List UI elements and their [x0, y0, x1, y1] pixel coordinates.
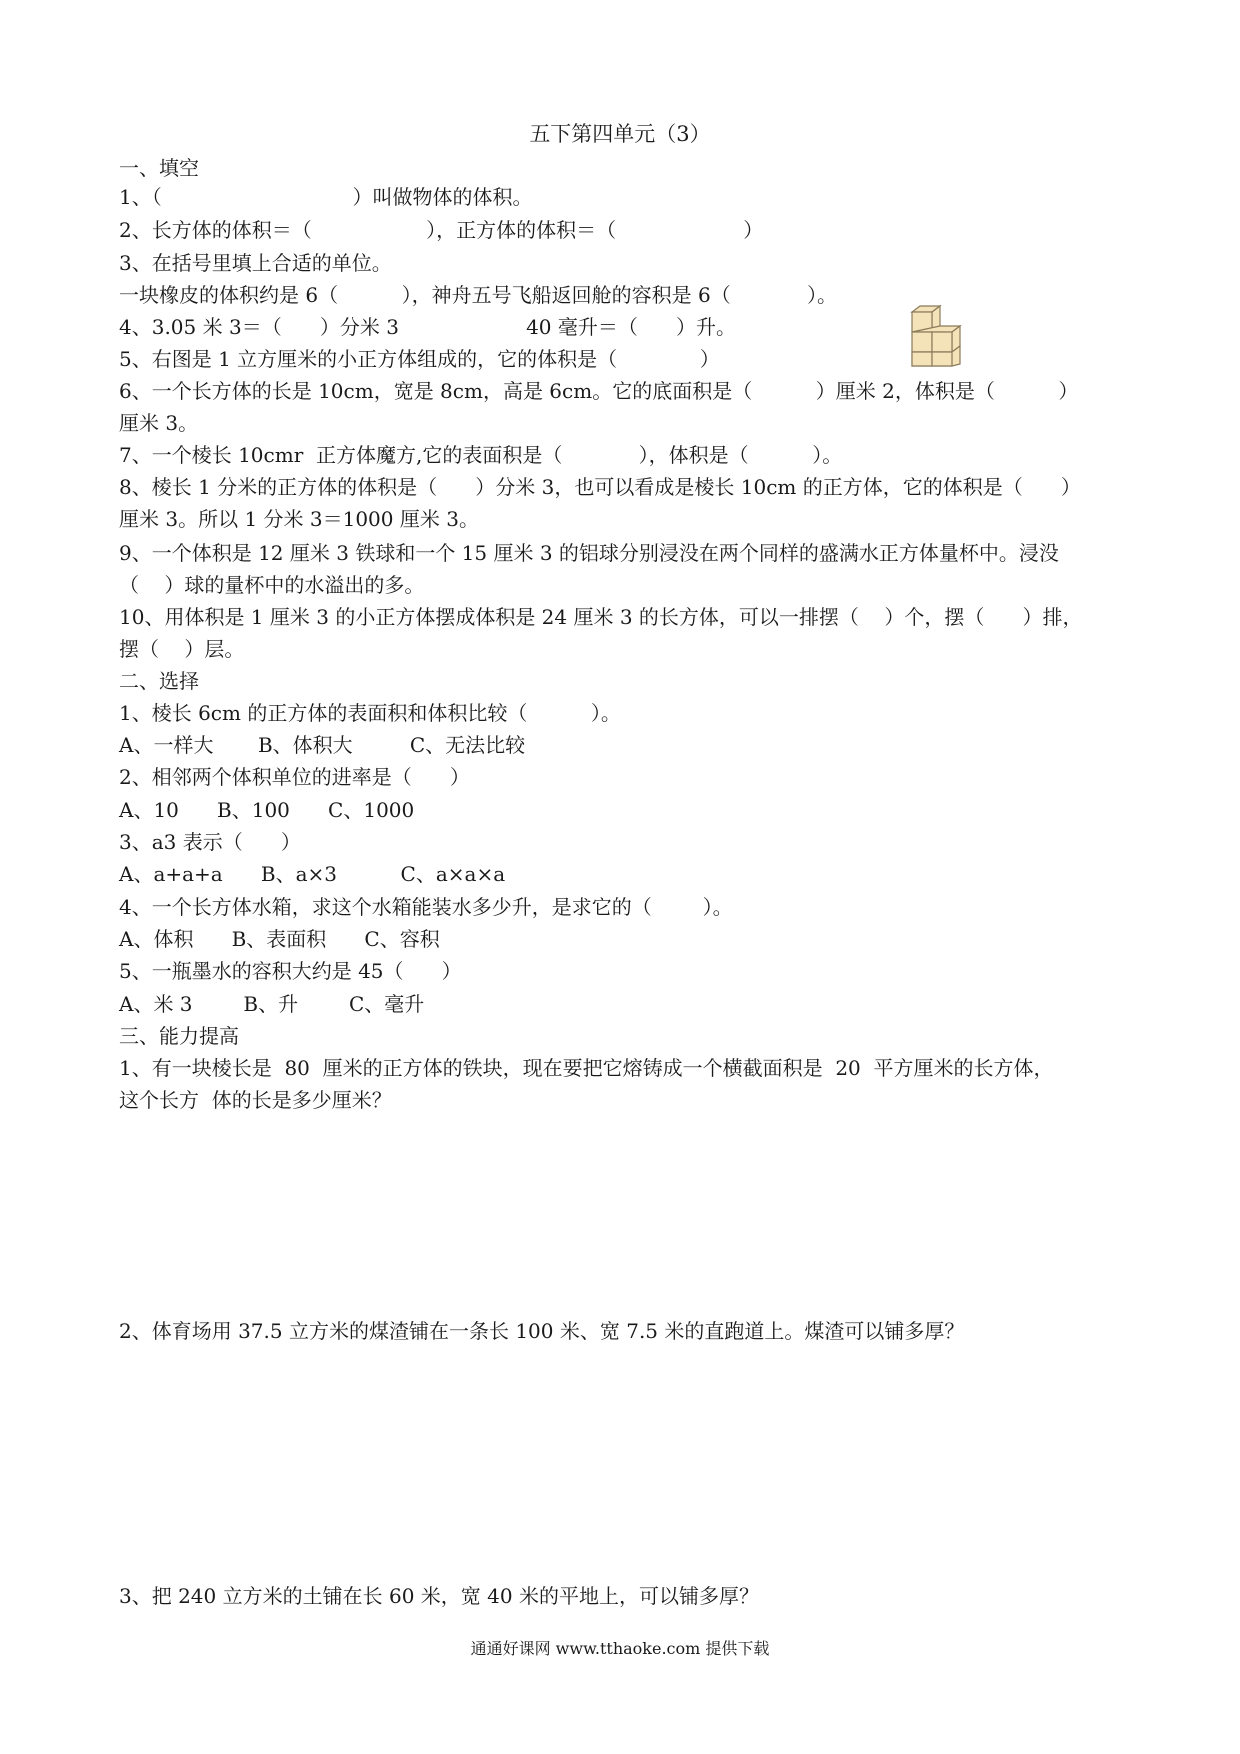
fill-line-12: 9、一个体积是 12 厘米 3 铁球和一个 15 厘米 3 的铝球分别浸没在两个同样的盛满水正方体量杯中。浸没: [119, 541, 1059, 565]
choice-line-7: 4、一个长方体水箱，求这个水箱能装水多少升，是求它的（ ）。: [119, 895, 733, 919]
fill-line-13: （ ）球的量杯中的水溢出的多。: [119, 573, 425, 597]
fill-line-11: 厘米 3。所以 1 分米 3＝1000 厘米 3。: [119, 507, 479, 531]
fill-line-5: 4、3.05 米 3＝（ ）分米 3 40 毫升＝（ ）升。: [119, 315, 737, 339]
choice-line-10: A、米 3 B、升 C、毫升: [119, 992, 425, 1016]
fill-line-14: 10、用体积是 1 厘米 3 的小正方体摆成体积是 24 厘米 3 的长方体，可以一排摆（ ）个，摆（ ）排，: [119, 605, 1083, 629]
ability-q2: 2、体育场用 37.5 立方米的煤渣铺在一条长 100 米、宽 7.5 米的直跑道上。煤渣可以铺多厚？: [119, 1319, 965, 1343]
fill-line-7: 6、一个长方体的长是 10cm，宽是 8cm，高是 6cm。它的底面积是（ ）厘米 2，体积是（ ）: [119, 379, 1079, 403]
choice-line-2: A、一样大 B、体积大 C、无法比较: [119, 733, 526, 757]
choice-line-5: 3、a3 表示（ ）: [119, 830, 301, 854]
fill-line-1: 1、（ ）叫做物体的体积。: [119, 185, 533, 209]
ability-q1-line1: 1、有一块棱长是 80 厘米的正方体的铁块，现在要把它熔铸成一个横截面积是 20 平方厘米的长方体，: [119, 1056, 1054, 1080]
choice-line-1: 1、棱长 6cm 的正方体的表面积和体积比较（ ）。: [119, 701, 621, 725]
page-title: 五下第四单元（3）: [529, 122, 711, 146]
choice-line-3: 2、相邻两个体积单位的进率是（ ）: [119, 765, 470, 789]
cubes-figure: [900, 304, 964, 368]
fill-line-2: 2、长方体的体积＝（ ），正方体的体积＝（ ）: [119, 218, 764, 242]
footer-credit: 通通好课网 www.tthaoke.com 提供下载: [470, 1639, 770, 1658]
choice-line-4: A、10 B、100 C、1000: [119, 798, 415, 822]
choice-line-8: A、体积 B、表面积 C、容积: [119, 927, 440, 951]
fill-line-15: 摆（ ）层。: [119, 637, 245, 661]
choice-line-6: A、a+a+a B、a×3 C、a×a×a: [119, 862, 506, 886]
ability-q1-line2: 这个长方 体的长是多少厘米？: [119, 1088, 392, 1112]
section-heading-ability: 三、能力提高: [119, 1024, 239, 1048]
fill-line-4: 一块橡皮的体积约是 6（ ），神舟五号飞船返回舱的容积是 6（ ）。: [119, 283, 838, 307]
section-heading-choice: 二、选择: [119, 669, 199, 693]
fill-line-6: 5、右图是 1 立方厘米的小正方体组成的，它的体积是（ ）: [119, 347, 720, 371]
fill-line-9: 7、一个棱长 10cmr 正方体魔方,它的表面积是（ ），体积是（ ）。: [119, 443, 843, 467]
ability-q3: 3、把 240 立方米的土铺在长 60 米，宽 40 米的平地上，可以铺多厚？: [119, 1584, 759, 1608]
section-heading-fill-blank: 一、填空: [119, 156, 199, 180]
fill-line-10: 8、棱长 1 分米的正方体的体积是（ ）分米 3，也可以看成是棱长 10cm 的正方体，它的体积是（ ）: [119, 475, 1081, 499]
fill-line-8: 厘米 3。: [119, 411, 199, 435]
choice-line-9: 5、一瓶墨水的容积大约是 45（ ）: [119, 959, 462, 983]
fill-line-3: 3、在括号里填上合适的单位。: [119, 251, 392, 275]
